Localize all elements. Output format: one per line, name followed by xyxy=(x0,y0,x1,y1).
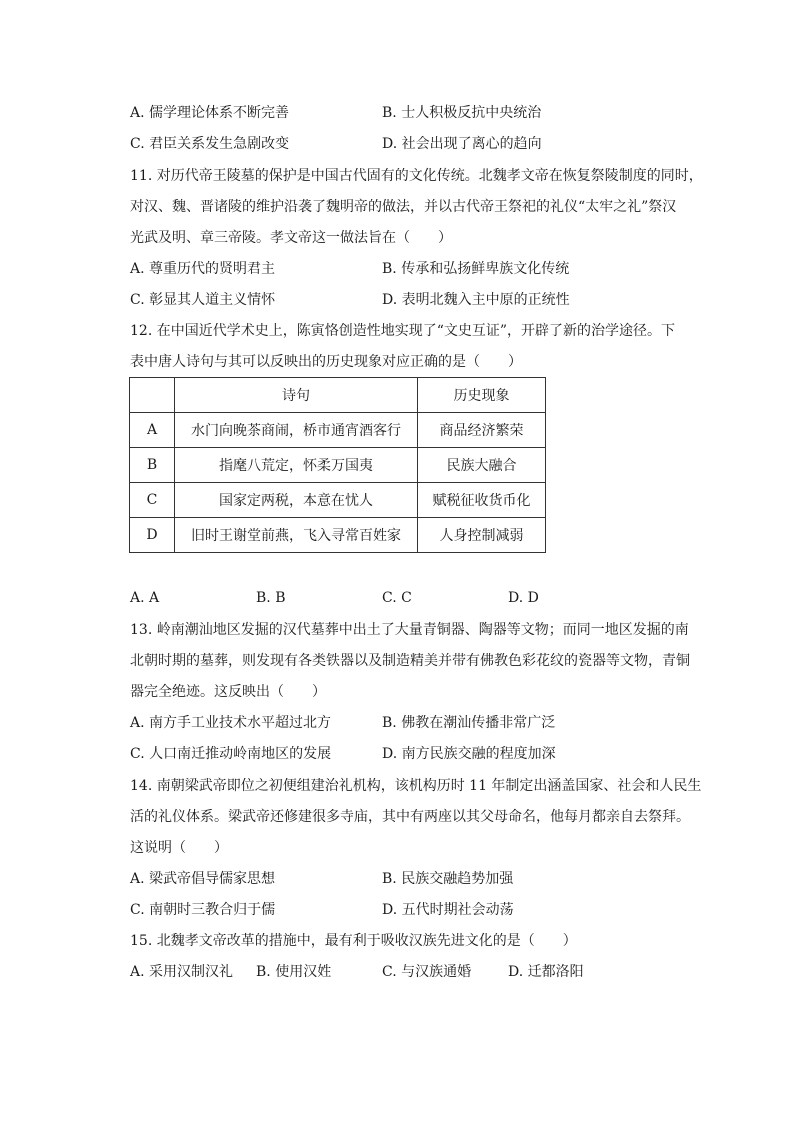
q14-stem-line-3: 这说明（ ） xyxy=(130,840,228,856)
q11-stem-line-2: 对汉、魏、晋诸陵的维护沿袭了魏明帝的做法，并以古代帝王祭祀的礼仪“太牢之礼”祭汉 xyxy=(130,199,677,215)
table-header-cell: 诗句 xyxy=(175,378,418,413)
q15-option-b: B. 使用汉姓 xyxy=(256,964,332,980)
q13-stem-line-3: 器完全绝迹。这反映出（ ） xyxy=(130,684,326,700)
q12-table xyxy=(129,377,546,553)
q14-option-d: D. 五代时期社会动荡 xyxy=(382,902,514,918)
table-cell: 国家定两税，本意在忧人 xyxy=(175,483,418,518)
q14-stem-line-2: 活的礼仪体系。梁武帝还修建很多寺庙，其中有两座以其父母命名，他每月都亲自去祭拜。 xyxy=(130,809,690,825)
table-cell: D xyxy=(130,518,175,553)
table-cell: 指麾八荒定，怀柔万国夷 xyxy=(175,448,418,483)
table-row xyxy=(130,518,546,553)
table-header-cell xyxy=(130,378,175,413)
q10-option-c: C. 君臣关系发生急剧改变 xyxy=(130,136,290,152)
q13-option-c: C. 人口南迁推动岭南地区的发展 xyxy=(130,746,332,762)
q10-option-d: D. 社会出现了离心的趋向 xyxy=(382,136,542,152)
q14-option-c: C. 南朝时三教合归于儒 xyxy=(130,902,276,918)
q11-option-c: C. 彰显其人道主义情怀 xyxy=(130,292,276,308)
q12-option-b: B. B xyxy=(256,590,286,606)
q13-option-a: A. 南方手工业技术水平超过北方 xyxy=(130,715,332,731)
q10-option-b: B. 士人积极反抗中央统治 xyxy=(382,105,542,121)
table-cell: A xyxy=(130,413,175,448)
table-row xyxy=(130,448,546,483)
q13-option-b: B. 佛教在潮汕传播非常广泛 xyxy=(382,715,556,731)
q15-stem-line-1: 15. 北魏孝文帝改革的措施中，最有利于吸收汉族先进文化的是（ ） xyxy=(130,933,577,949)
q14-option-b: B. 民族交融趋势加强 xyxy=(382,871,514,887)
q13-option-d: D. 南方民族交融的程度加深 xyxy=(382,746,556,762)
table-cell: B xyxy=(130,448,175,483)
table-cell: 旧时王谢堂前燕，飞入寻常百姓家 xyxy=(175,518,418,553)
q12-option-c: C. C xyxy=(382,590,412,606)
table-header-cell: 历史现象 xyxy=(418,378,546,413)
table-row xyxy=(130,483,546,518)
q10-option-a: A. 儒学理论体系不断完善 xyxy=(130,105,290,121)
table-cell: 民族大融合 xyxy=(418,448,546,483)
q15-option-d: D. 迁都洛阳 xyxy=(508,964,584,980)
q11-stem-line-1: 11. 对历代帝王陵墓的保护是中国古代固有的文化传统。北魏孝文帝在恢复祭陵制度的同时， xyxy=(130,168,703,184)
q12-stem-line-2: 表中唐人诗句与其可以反映出的历史现象对应正确的是（ ） xyxy=(130,354,522,370)
q11-option-d: D. 表明北魏入主中原的正统性 xyxy=(382,292,570,308)
q12-option-a: A. A xyxy=(130,590,160,606)
q14-option-a: A. 梁武帝倡导儒家思想 xyxy=(130,871,276,887)
table-cell: 人身控制减弱 xyxy=(418,518,546,553)
table-header-row xyxy=(130,378,546,413)
q11-option-b: B. 传承和弘扬鲜卑族文化传统 xyxy=(382,261,570,277)
q13-stem-line-1: 13. 岭南潮汕地区发掘的汉代墓葬中出土了大量青铜器、陶器等文物；而同一地区发掘的南 xyxy=(130,622,689,638)
table-cell: 商品经济繁荣 xyxy=(418,413,546,448)
table-cell: C xyxy=(130,483,175,518)
table-cell: 赋税征收货币化 xyxy=(418,483,546,518)
q15-option-a: A. 采用汉制汉礼 xyxy=(130,964,234,980)
q15-option-c: C. 与汉族通婚 xyxy=(382,964,472,980)
table-row xyxy=(130,413,546,448)
q12-option-d: D. D xyxy=(508,590,539,606)
q13-stem-line-2: 北朝时期的墓葬，则发现有各类铁器以及制造精美并带有佛教色彩花纹的瓷器等文物，青铜 xyxy=(130,653,690,669)
q11-option-a: A. 尊重历代的贤明君主 xyxy=(130,261,276,277)
q14-stem-line-1: 14. 南朝梁武帝即位之初便组建治礼机构，该机构历时 11 年制定出涵盖国家、社会和人民生 xyxy=(130,778,702,794)
q11-stem-line-3: 光武及明、章三帝陵。孝文帝这一做法旨在（ ） xyxy=(130,230,452,246)
table-cell: 水门向晚茶商闹，桥市通宵酒客行 xyxy=(175,413,418,448)
q12-stem-line-1: 12. 在中国近代学术史上，陈寅恪创造性地实现了“文史互证”，开辟了新的治学途径。下 xyxy=(130,323,676,339)
